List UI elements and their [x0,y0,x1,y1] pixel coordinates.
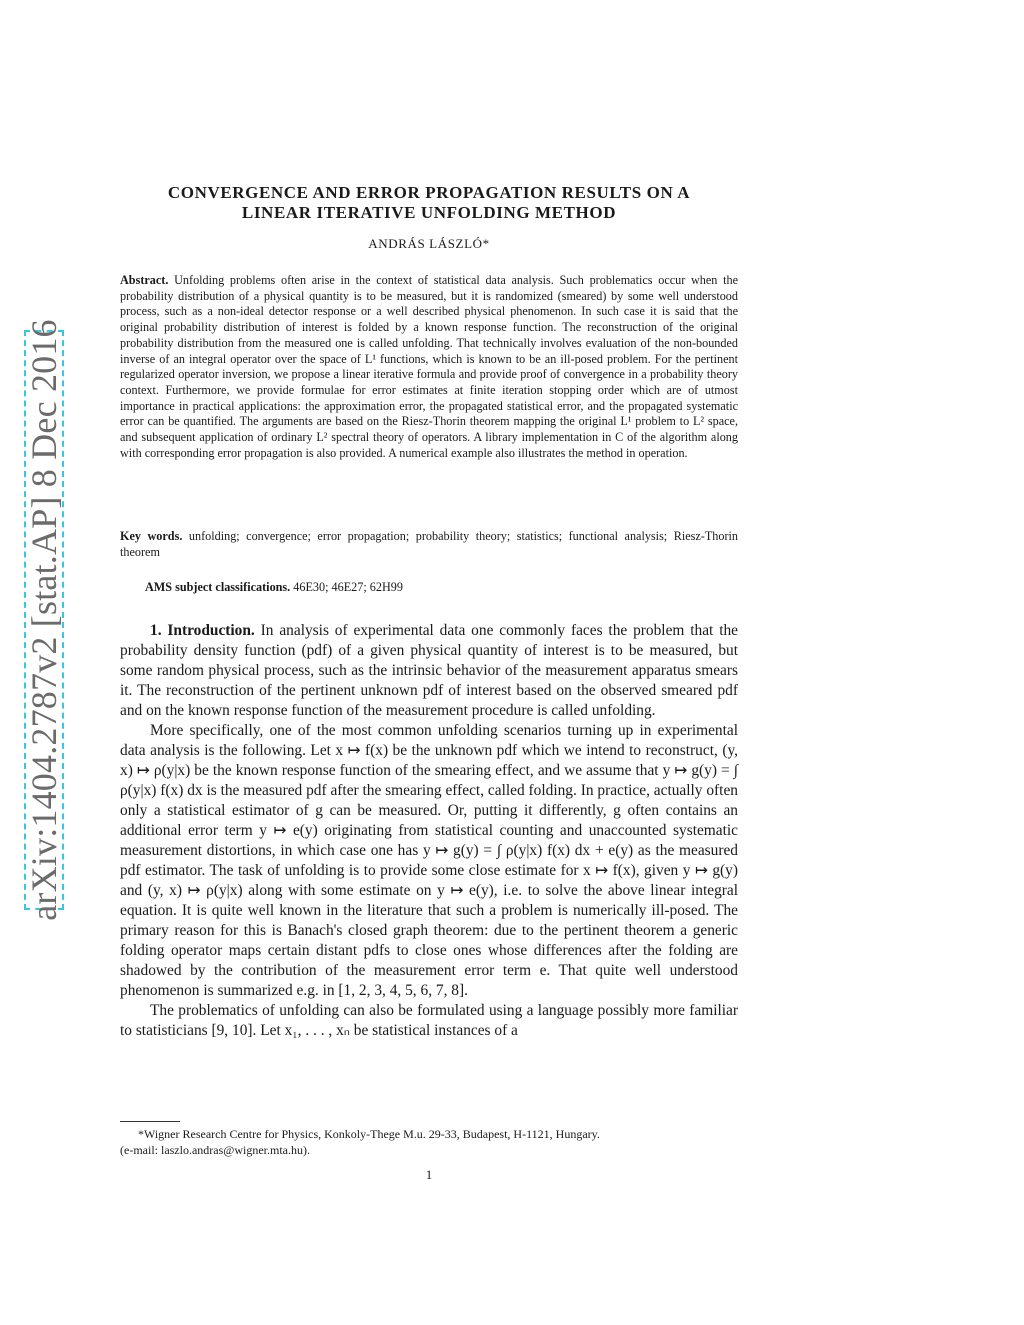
intro-paragraph-3: The problematics of unfolding can also be formulated using a language possibly more familiar to statisticians [9, 10]. Let x₁, . . . , xₙ be statistical instances of a [120,1002,738,1039]
ams-text: 46E30; 46E27; 62H99 [293,580,403,594]
arxiv-identifier[interactable]: arXiv:1404.2787v2 [stat.AP] 8 Dec 2016 [24,319,64,921]
keywords [120,529,738,560]
title-line-1: CONVERGENCE AND ERROR PROPAGATION RESULTS ON A [167,183,691,202]
introduction-section [120,621,738,1041]
abstract-label: Abstract. [120,273,169,287]
paper-title [120,183,738,223]
keywords-label: Key words. [120,529,183,543]
ams-classifications [145,580,738,596]
intro-paragraph-1 [120,621,738,721]
intro-paragraph-2: More specifically, one of the most common unfolding scenarios turning up in experimental data analysis is the following. Let x ↦ f(x) be the unknown pdf which we intend to reconstruct, (y, x) ↦ ρ(y|x) be the known response function of the smearing effect, and we assume that y ↦ g(y) = ∫ ρ(y|x) f(x) dx is the measured pdf after the smearing effect, called folding. In practice, actually often only a statistical estimator of g can be measured. Or, putting it differently, g often contains an additional error term y ↦ e(y) originating from statistical counting and unaccounted systematic measurement distortions, in which case one has y ↦ g(y) = ∫ ρ(y|x) f(x) dx + e(y) as the measured pdf estimator. The task of unfolding is to provide some close estimate for x ↦ f(x), given y ↦ g(y) and (y, x) ↦ ρ(y|x) along with some estimate on y ↦ e(y), i.e. to solve the above linear integral equation. It is quite well known in the literature that such a problem is numerically ill-posed. The primary reason for this is Banach's closed graph theorem: due to the pertinent theorem a generic folding operator maps certain distant pdfs to close ones whose differences after the folding are shadowed by the contribution of the measurement error term e. That quite well understood phenomenon is summarized e.g. in [1, 2, 3, 4, 5, 6, 7, 8]. [120,722,738,999]
intro-paragraph-1-text: In analysis of experimental data one commonly faces the problem that the probability density function (pdf) of a given physical quantity of interest is to be measured, but some random physical process, such as the intrinsic behavior of the measurement apparatus smears it. The reconstruction of the pertinent unknown pdf of interest based on the observed smeared pdf and on the known response function of the measurement procedure is called unfolding. [120,622,738,719]
ams-label: AMS subject classifications. [145,580,291,594]
title-line-2: LINEAR ITERATIVE UNFOLDING METHOD [241,203,617,222]
keywords-text: unfolding; convergence; error propagation; probability theory; statistics; functional analysis; Riesz-Thorin theorem [120,529,739,559]
footnote-email[interactable]: (e-mail: laszlo.andras@wigner.mta.hu). [120,1142,310,1157]
page-number: 1 [425,1167,433,1182]
abstract [120,273,738,461]
footnote-affiliation: *Wigner Research Centre for Physics, Konkoly-Thege M.u. 29-33, Budapest, H-1121, Hungary. [138,1127,600,1141]
footnote-rule [120,1121,180,1122]
author-name: ANDRÁS LÁSZLÓ* [368,236,490,251]
abstract-text: Unfolding problems often arise in the context of statistical data analysis. Such problematics occur when the probability distribution of a physical quantity is to be measured, but it is randomized (smeared) by some well understood process, such as a non-ideal detector response or a well described physical phenomenon. In such case it is said that the original probability distribution of interest is folded by a known response function. The reconstruction of the original probability distribution from the measured one is called unfolding. That technically involves evaluation of the non-bounded inverse of an integral operator over the space of L¹ functions, which is known to be an ill-posed problem. For the pertinent regularized operator inversion, we propose a linear iterative formula and provide proof of convergence in a probability theory context. Furthermore, we provide formulae for error estimates at finite iteration stopping order which are of utmost importance in practical applications: the approximation error, the propagated statistical error, and the propagated systematic error can be quantified. The arguments are based on the Riesz-Thorin theorem mapping the original L¹ problem to L² space, and subsequent application of ordinary L² spectral theory of operators. A library implementation in C of the algorithm along with corresponding error propagation is also provided. A numerical example also illustrates the method in operation. [120,273,739,460]
footnote [120,1127,738,1158]
section-heading: 1. Introduction. [150,622,255,639]
